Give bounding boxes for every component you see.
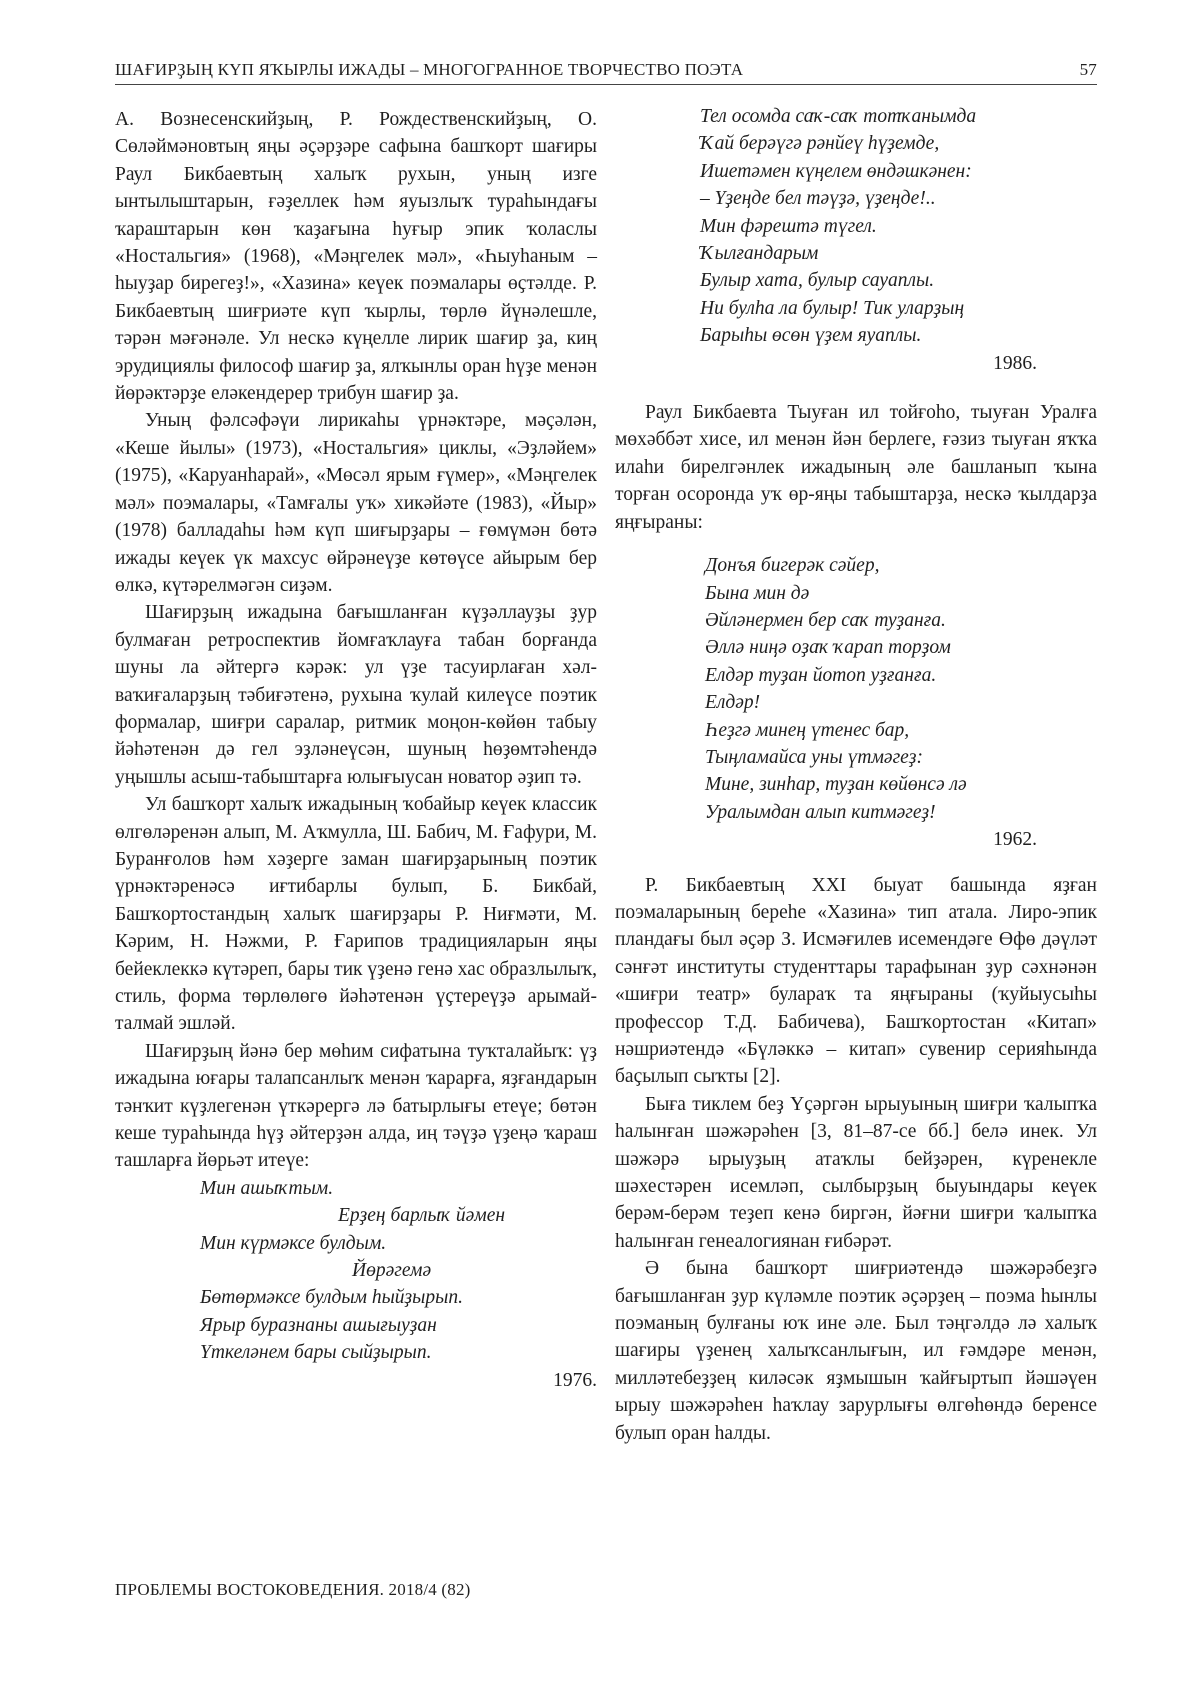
right-column: [615, 106, 1097, 1447]
poem-line: Елдәр туҙан йотоп уҙғанға.: [705, 664, 937, 686]
poem-line: Мин фәрештә түгел.: [700, 215, 877, 237]
poem-line: Мине, зинһар, туҙан көйөнсә лә: [705, 774, 967, 796]
poem-line: Барыһы өсөн үҙем яуаплы.: [700, 325, 922, 347]
paragraph: Ул башҡорт халыҡ ижадының ҡобайыр кеүек классик өлгөләренән алып, М. Аҡмулла, Ш. Бабич, М. Ғафури, М. Буранғолов һәм хәҙерге заман шағирҙарының поэтик үрнәктәренәсә иғтибарлы булып, Б. Бикбай, Башҡортостандың халыҡ шағирҙары Р. Ниғмәти, М. Кәрим, Н. Нәжми, Р. Ғарипов традицияларын яңы бейеклеккә күтәреп, бары тик үҙенә генә хас образлылыҡ, стиль, форма төрлөлөгө йәһәтенән үҫтереүҙә арымай-талмай эшләй.: [115, 794, 597, 1035]
page-number: 57: [1079, 60, 1097, 79]
poem-line: Уралымдан алып китмәгеҙ!: [705, 801, 936, 823]
poem-line: Ерҙең барлыҡ йәмен: [338, 1205, 506, 1227]
poem-line: – Үҙеңде бел тәүҙә, үҙеңде!..: [700, 188, 936, 210]
poem-line: Булыр хата, булыр сауаплы.: [700, 270, 935, 292]
paragraph: Ә бына башҡорт шиғриәтендә шәжәрәбеҙгә бағышланған ҙур күләмле поэтик әҫәрҙең – поэма һынлы поэманың булғаны юҡ ине әле. Был тәңгәлдә лә халыҡ шағиры үҙенең халыҡсанлығын, ил ғәмдәре менән, милләтебеҙҙең киләсәк яҙмышын ҡайғыртып йәшәүен ырыу шәжәрәһен һаҡлау зарурлығы өлгөһөндә беренсе булып оран һалды.: [615, 1258, 1097, 1444]
poem-line: Ярыр буразнаны ашығыуҙан: [200, 1314, 437, 1336]
poem-line: Мин ашыҡтым.: [200, 1177, 334, 1199]
poem-line: Һеҙгә минең үтенес бар,: [705, 719, 910, 741]
running-title: ШАҒИРҘЫҢ КҮП ЯҠЫРЛЫ ИЖАДЫ – МНОГОГРАННОЕ ТВОРЧЕСТВО ПОЭТА: [115, 60, 744, 79]
poem-line: Ҡылғандарым: [700, 243, 819, 265]
poem-line: Ҡай берәүгә рәнйеү һүҙемде,: [700, 133, 940, 155]
poem-line: Тел осомда саҡ-саҡ тотҡанымда: [700, 106, 977, 127]
spacer: [615, 377, 1097, 399]
poem-line: Ни булһа ла булыр! Тик уларҙың: [700, 297, 965, 319]
poem-excerpt: [615, 103, 1097, 377]
poem-line: Йөрәгемә: [352, 1260, 432, 1282]
paragraph: Уның фәлсәфәүи лирикаһы үрнәктәре, мәҫәлән, «Кеше йылы» (1973), «Ностальгия» циклы, «Эҙләйем» (1975), «Каруанһарай», «Мөсәл ярым ғүмер», «Мәңгелек мәл» поэмалары, «Тамғалы уҡ» хикәйәте (1983), «Йыр» (1978) балладаһы һәм күп шиғырҙары – ғөмүмән бөтә ижады кеүек үк махсус өйрәнеүҙе көтөүсе айырым бер өлкә, күтәрелмәгән сиҙәм.: [115, 410, 597, 596]
poem-line: Үткеләнем бары сыйҙырып.: [200, 1342, 432, 1364]
poem-line: Донъя бигерәк сәйер,: [705, 555, 880, 577]
paragraph: Шағирҙың йәнә бер мөһим сифатына туҡталайыҡ: үҙ ижадына юғары талапсанлыҡ менән ҡарарға, яҙғандарын тәнҡит күҙлегенән үткәрергә лә батырлығы етеүе; бөтән кеше тураһында һүҙ әйтерҙән алда, иң тәүҙә үҙеңә ҡараш ташларға йөрьәт итеүе:: [115, 1040, 597, 1172]
running-header: [115, 58, 1097, 85]
paragraph: Р. Бикбаевтың XXI быуат башында яҙған поэмаларының береһе «Хазина» тип атала. Лиро-эпик пландағы был әҫәр З. Исмәғилев исемендәге Өфө дәүләт сәнғәт институты студенттары тарафынан ҙур сәхнәнән «шиғри театр» булараҡ та яңғыраны (ҡуйыусыһы профессор Т.Д. Бабичева), Башҡортостан «Китап» нәшриәтендә «Бүләккә – китап» сувенир серияһында баҫылып сыҡты [2].: [615, 874, 1097, 1088]
poem-line: Әллә ниңә оҙаҡ ҡарап торҙом: [705, 637, 951, 659]
paragraph: А. Вознесенскийҙың, Р. Рождественскийҙың, О. Сөләймәновтың яңы әҫәрҙәре сафына башҡорт шағиры Раул Бикбаевтың халыҡ рухын, уның изге ынтылыштарын, ғәҙеллек һәм яуызлыҡ тураһындағы ҡараштарын көн ҡаҙағына һуғыр эпик ҡоласлы «Ностальгия» (1968), «Мәңгелек мәл», «Һыуһаным – һыуҙар бирегеҙ!», «Хазина» кеүек поэмалары өҫтәлде. Р. Бикбаевтың шиғриәте күп ҡырлы, төрлө йүнәлешле, тәрән мәғәнәле. Ул нескә күңелле лирик шағир ҙа, киң эрудициялы философ шағир ҙа, ялҡынлы оран һүҙе менән йөрәктәрҙе еләкендерер трибун шағир ҙа.: [115, 109, 597, 405]
poem-year: 1976.: [553, 1369, 597, 1391]
poem-line: Әйләнермен бер саҡ туҙанға.: [705, 609, 946, 631]
poem-line: Ишетәмен күңелем өндәшкәнен:: [700, 160, 972, 182]
poem-year: 1962.: [993, 829, 1037, 851]
journal-footer: ПРОБЛЕМЫ ВОСТОКОВЕДЕНИЯ. 2018/4 (82): [115, 1580, 471, 1599]
poem-year: 1986.: [993, 352, 1037, 374]
poem-excerpt: [115, 1175, 597, 1394]
paragraph: Быға тиклем беҙ Үҫәргән ырыуының шиғри ҡалыпҡа һалынған шәжәрәһен [3, 81–87-се бб.] белә инек. Ул шәжәрә ырыуҙың атаҡлы бейҙәрен, күренекле шәхестәрен исемләп, сылбырҙың быуындары кеүек берәм-берәм теҙеп кенә биргән, йәғни шиғри ҡалыпҡа һалынған генеалогиянан ғибәрәт.: [615, 1093, 1097, 1252]
poem-excerpt: [615, 552, 1097, 853]
left-column: [115, 106, 597, 1394]
paragraph: Раул Бикбаевта Тыуған ил тойғоһо, тыуған Уралға мөхәббәт хисе, ил менән йән берлеге, ғәзиз тыуған яҡҡа илаһи бирелгәнлек ижадының әле башланып ҡына торған осоронда уҡ өр-яңы табыштарҙа, нескә ҡылдарҙа яңғыраны:: [615, 402, 1097, 533]
poem-line: Бөтөрмәксе булдым һыйҙырып.: [200, 1287, 463, 1309]
poem-line: Елдәр!: [705, 692, 761, 714]
paragraph: Шағирҙың ижадына бағышланған күҙәллауҙы ҙур булмаған ретроспектив йомғаҡлауға табан борғанда шуны ла әйтергә кәрәк: ул үҙе тасуирлаған хәл-ваҡиғаларҙың тәбиғәтенә, рухына ҡулай килеүсе поэтик формалар, шиғри саралар, ритмик моңон-көйөн табыу йәһәтенән дә гел эҙләнеүсән, шуның һөҙөмтәһендә уңышлы асыш-табыштарға юлығыусан новатор әҙип тә.: [115, 602, 597, 788]
poem-line: Бына мин дә: [705, 582, 810, 604]
poem-line: Мин күрмәксе булдым.: [200, 1232, 387, 1254]
poem-line: Тыңламайса уны үтмәгеҙ:: [705, 746, 923, 768]
